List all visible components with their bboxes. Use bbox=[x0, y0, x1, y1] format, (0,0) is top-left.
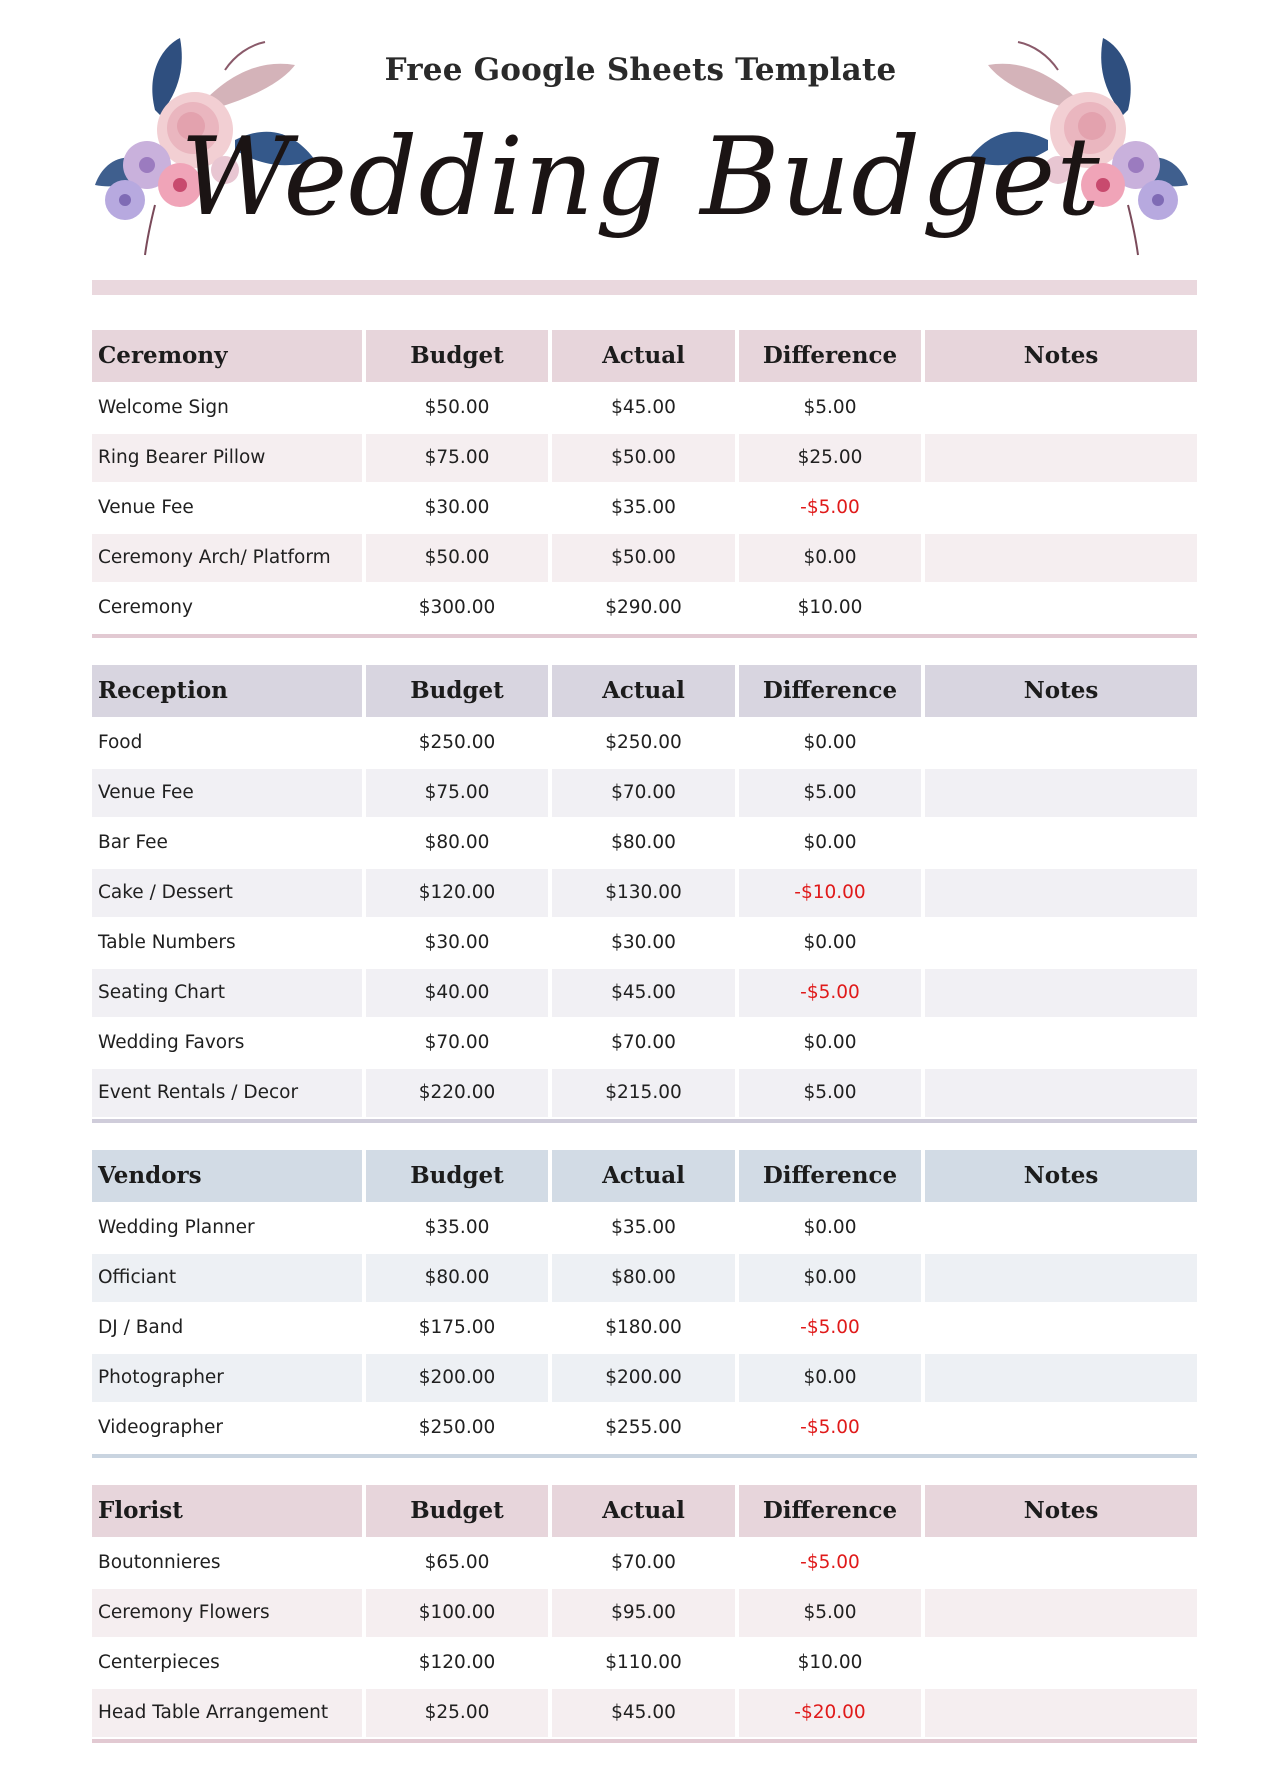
budget-cell[interactable]: $30.00 bbox=[424, 932, 490, 953]
column-header-notes: Notes bbox=[925, 1150, 1197, 1202]
table-row bbox=[92, 919, 1197, 967]
section-divider bbox=[92, 1739, 1197, 1743]
item-cell[interactable]: Food bbox=[98, 732, 143, 753]
table-row bbox=[92, 869, 1197, 917]
actual-cell[interactable]: $130.00 bbox=[552, 869, 735, 917]
table-row bbox=[92, 1304, 1197, 1352]
budget-cell[interactable]: $80.00 bbox=[424, 832, 490, 853]
column-header-budget: Budget bbox=[366, 330, 548, 382]
table-row bbox=[92, 1639, 1197, 1687]
difference-cell: -$5.00 bbox=[739, 969, 921, 1017]
actual-cell[interactable]: $200.00 bbox=[552, 1354, 735, 1402]
column-header-difference: Difference bbox=[739, 665, 921, 717]
notes-cell[interactable] bbox=[925, 1069, 1197, 1117]
table-row bbox=[92, 484, 1197, 532]
column-header-difference: Difference bbox=[739, 330, 921, 382]
column-header-difference: Difference bbox=[739, 1485, 921, 1537]
budget-cell[interactable]: $50.00 bbox=[424, 397, 490, 418]
actual-cell[interactable]: $70.00 bbox=[552, 769, 735, 817]
table-row bbox=[92, 1254, 1197, 1302]
actual-cell[interactable]: $95.00 bbox=[552, 1589, 735, 1637]
item-cell[interactable]: Ceremony Arch/ Platform bbox=[92, 534, 362, 582]
column-header-budget: Budget bbox=[366, 1485, 548, 1537]
notes-cell[interactable] bbox=[925, 769, 1197, 817]
item-cell[interactable]: Ceremony bbox=[98, 597, 193, 618]
notes-cell[interactable] bbox=[925, 919, 1197, 967]
budget-cell[interactable]: $175.00 bbox=[418, 1317, 496, 1338]
difference-cell: $10.00 bbox=[797, 1652, 863, 1673]
actual-cell[interactable]: $50.00 bbox=[552, 434, 735, 482]
difference-cell: $5.00 bbox=[739, 769, 921, 817]
budget-cell[interactable]: $75.00 bbox=[366, 769, 548, 817]
notes-cell[interactable] bbox=[925, 1639, 1197, 1687]
difference-cell: -$20.00 bbox=[739, 1689, 921, 1737]
table-row bbox=[92, 434, 1197, 482]
difference-cell: $0.00 bbox=[803, 832, 857, 853]
table-row bbox=[92, 534, 1197, 582]
section-header bbox=[92, 330, 1197, 382]
notes-cell[interactable] bbox=[925, 719, 1197, 767]
notes-cell[interactable] bbox=[925, 534, 1197, 582]
item-cell[interactable]: Bar Fee bbox=[98, 832, 168, 853]
budget-cell[interactable]: $70.00 bbox=[424, 1032, 490, 1053]
section-title: Vendors bbox=[92, 1150, 362, 1202]
actual-cell[interactable]: $290.00 bbox=[605, 597, 682, 618]
item-cell[interactable]: Videographer bbox=[98, 1417, 223, 1438]
item-cell[interactable]: Event Rentals / Decor bbox=[92, 1069, 362, 1117]
template-subtitle: Free Google Sheets Template bbox=[384, 52, 897, 88]
difference-cell: -$10.00 bbox=[739, 869, 921, 917]
actual-cell[interactable]: $35.00 bbox=[611, 497, 676, 518]
item-cell[interactable]: Boutonnieres bbox=[98, 1552, 221, 1573]
actual-cell[interactable]: $35.00 bbox=[611, 1217, 676, 1238]
column-header-notes: Notes bbox=[925, 1485, 1197, 1537]
header-divider bbox=[92, 280, 1197, 295]
difference-cell: -$5.00 bbox=[800, 1417, 860, 1438]
budget-cell[interactable]: $250.00 bbox=[418, 732, 496, 753]
table-row bbox=[92, 1069, 1197, 1117]
table-row bbox=[92, 584, 1197, 632]
budget-cell[interactable]: $220.00 bbox=[366, 1069, 548, 1117]
difference-cell: -$5.00 bbox=[800, 1317, 860, 1338]
difference-cell: $5.00 bbox=[739, 1069, 921, 1117]
budget-cell[interactable]: $300.00 bbox=[418, 597, 496, 618]
notes-cell[interactable] bbox=[925, 1589, 1197, 1637]
section-title: Florist bbox=[92, 1485, 362, 1537]
column-header-notes: Notes bbox=[925, 330, 1197, 382]
actual-cell[interactable]: $70.00 bbox=[611, 1552, 676, 1573]
table-row bbox=[92, 1689, 1197, 1737]
notes-cell[interactable] bbox=[925, 1019, 1197, 1067]
section-header bbox=[92, 1150, 1197, 1202]
notes-cell[interactable] bbox=[925, 1539, 1197, 1587]
item-cell[interactable]: Wedding Planner bbox=[98, 1217, 255, 1238]
table-row bbox=[92, 1589, 1197, 1637]
table-row bbox=[92, 769, 1197, 817]
actual-cell[interactable]: $80.00 bbox=[611, 832, 676, 853]
item-cell[interactable]: Head Table Arrangement bbox=[92, 1689, 362, 1737]
budget-cell[interactable]: $80.00 bbox=[366, 1254, 548, 1302]
notes-cell[interactable] bbox=[925, 1689, 1197, 1737]
budget-cell[interactable]: $200.00 bbox=[366, 1354, 548, 1402]
item-cell[interactable]: DJ / Band bbox=[98, 1317, 184, 1338]
item-cell[interactable]: Seating Chart bbox=[92, 969, 362, 1017]
actual-cell[interactable]: $45.00 bbox=[552, 969, 735, 1017]
actual-cell[interactable]: $45.00 bbox=[552, 1689, 735, 1737]
budget-cell[interactable]: $50.00 bbox=[366, 534, 548, 582]
page-title: Wedding Budget bbox=[180, 115, 1101, 240]
actual-cell[interactable]: $180.00 bbox=[605, 1317, 682, 1338]
difference-cell: $0.00 bbox=[803, 732, 857, 753]
table-row bbox=[92, 1204, 1197, 1252]
notes-cell[interactable] bbox=[925, 819, 1197, 867]
difference-cell: $0.00 bbox=[739, 534, 921, 582]
difference-cell: $5.00 bbox=[803, 397, 857, 418]
column-header-actual: Actual bbox=[552, 330, 735, 382]
actual-cell[interactable]: $70.00 bbox=[611, 1032, 676, 1053]
item-cell[interactable]: Venue Fee bbox=[98, 497, 194, 518]
column-header-budget: Budget bbox=[366, 1150, 548, 1202]
item-cell[interactable]: Centerpieces bbox=[98, 1652, 220, 1673]
table-row bbox=[92, 1354, 1197, 1402]
section-florist bbox=[92, 1485, 1197, 1743]
section-title: Ceremony bbox=[92, 330, 362, 382]
section-title: Reception bbox=[92, 665, 362, 717]
budget-cell[interactable]: $120.00 bbox=[366, 869, 548, 917]
item-cell[interactable]: Photographer bbox=[92, 1354, 362, 1402]
column-header-difference: Difference bbox=[739, 1150, 921, 1202]
table-row bbox=[92, 384, 1197, 432]
actual-cell[interactable]: $255.00 bbox=[605, 1417, 682, 1438]
actual-cell[interactable]: $30.00 bbox=[611, 932, 676, 953]
difference-cell: $25.00 bbox=[739, 434, 921, 482]
column-header-budget: Budget bbox=[366, 665, 548, 717]
actual-cell[interactable]: $250.00 bbox=[605, 732, 682, 753]
notes-cell[interactable] bbox=[925, 434, 1197, 482]
actual-cell[interactable]: $110.00 bbox=[605, 1652, 682, 1673]
budget-cell[interactable]: $40.00 bbox=[366, 969, 548, 1017]
item-cell[interactable]: Wedding Favors bbox=[98, 1032, 245, 1053]
section-header bbox=[92, 1485, 1197, 1537]
actual-cell[interactable]: $80.00 bbox=[552, 1254, 735, 1302]
budget-cell[interactable]: $30.00 bbox=[424, 497, 490, 518]
column-header-actual: Actual bbox=[552, 665, 735, 717]
item-cell[interactable]: Venue Fee bbox=[92, 769, 362, 817]
section-header bbox=[92, 665, 1197, 717]
budget-cell[interactable]: $35.00 bbox=[424, 1217, 490, 1238]
actual-cell[interactable]: $45.00 bbox=[611, 397, 676, 418]
table-row bbox=[92, 1539, 1197, 1587]
section-reception bbox=[92, 665, 1197, 1123]
table-row bbox=[92, 1404, 1197, 1452]
column-header-notes: Notes bbox=[925, 665, 1197, 717]
table-row bbox=[92, 719, 1197, 767]
notes-cell[interactable] bbox=[925, 869, 1197, 917]
difference-cell: $10.00 bbox=[797, 597, 863, 618]
notes-cell[interactable] bbox=[925, 584, 1197, 632]
notes-cell[interactable] bbox=[925, 969, 1197, 1017]
notes-cell[interactable] bbox=[925, 1204, 1197, 1252]
column-header-actual: Actual bbox=[552, 1485, 735, 1537]
item-cell[interactable]: Officiant bbox=[92, 1254, 362, 1302]
section-vendors bbox=[92, 1150, 1197, 1458]
item-cell[interactable]: Table Numbers bbox=[98, 932, 236, 953]
section-divider bbox=[92, 634, 1197, 638]
item-cell[interactable]: Cake / Dessert bbox=[92, 869, 362, 917]
section-divider bbox=[92, 1119, 1197, 1123]
item-cell[interactable]: Ring Bearer Pillow bbox=[92, 434, 362, 482]
section-divider bbox=[92, 1454, 1197, 1458]
actual-cell[interactable]: $215.00 bbox=[552, 1069, 735, 1117]
notes-cell[interactable] bbox=[925, 484, 1197, 532]
difference-cell: $0.00 bbox=[739, 1254, 921, 1302]
notes-cell[interactable] bbox=[925, 1304, 1197, 1352]
actual-cell[interactable]: $50.00 bbox=[552, 534, 735, 582]
difference-cell: $5.00 bbox=[739, 1589, 921, 1637]
item-cell[interactable]: Welcome Sign bbox=[98, 397, 229, 418]
difference-cell: $0.00 bbox=[803, 1217, 857, 1238]
difference-cell: $0.00 bbox=[803, 932, 857, 953]
item-cell[interactable]: Ceremony Flowers bbox=[92, 1589, 362, 1637]
notes-cell[interactable] bbox=[925, 384, 1197, 432]
difference-cell: $0.00 bbox=[739, 1354, 921, 1402]
section-ceremony bbox=[92, 330, 1197, 638]
table-row bbox=[92, 819, 1197, 867]
budget-cell[interactable]: $120.00 bbox=[418, 1652, 496, 1673]
table-row bbox=[92, 969, 1197, 1017]
budget-cell[interactable]: $250.00 bbox=[418, 1417, 496, 1438]
difference-cell: -$5.00 bbox=[800, 1552, 860, 1573]
budget-cell[interactable]: $25.00 bbox=[366, 1689, 548, 1737]
table-row bbox=[92, 1019, 1197, 1067]
difference-cell: $0.00 bbox=[803, 1032, 857, 1053]
column-header-actual: Actual bbox=[552, 1150, 735, 1202]
budget-cell[interactable]: $75.00 bbox=[366, 434, 548, 482]
difference-cell: -$5.00 bbox=[800, 497, 860, 518]
notes-cell[interactable] bbox=[925, 1354, 1197, 1402]
notes-cell[interactable] bbox=[925, 1254, 1197, 1302]
budget-cell[interactable]: $100.00 bbox=[366, 1589, 548, 1637]
budget-cell[interactable]: $65.00 bbox=[424, 1552, 490, 1573]
notes-cell[interactable] bbox=[925, 1404, 1197, 1452]
